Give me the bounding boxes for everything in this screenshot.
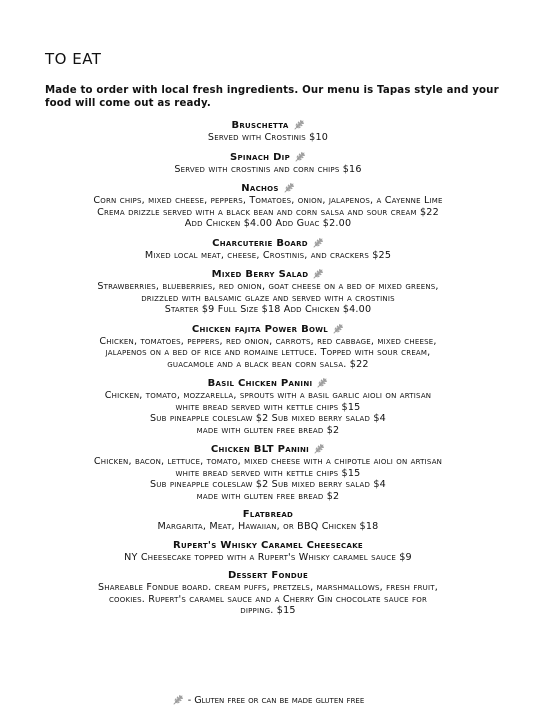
wheat-icon [312,236,324,248]
menu-item-description: made with gluten free bread $2 [196,490,340,502]
legend-text: - Gluten free or can be made gluten free [187,695,365,706]
menu-item-description: Crema drizzle served with a black bean and corn salsa and sour cream $22 [97,206,439,218]
menu-item-name [0,118,536,132]
menu-item-description: Served with Crostinis $10 [207,132,329,143]
page-title: TO EAT [45,50,102,68]
menu-item-description: Chicken, tomatoes, peppers, red onion, carrots, red cabbage, mixed cheese, [99,335,437,347]
menu-item-description: white bread served with kettle chips $15 [175,401,361,413]
menu-item-name-text: Chicken BLT Panini [210,444,310,455]
menu-item-description: Add Chicken $4.00 Add Guac $2.00 [184,218,352,229]
menu-items [0,118,536,623]
menu-item-name [0,539,536,552]
wheat-icon [313,442,325,454]
menu-item-description: Sub pineapple coleslaw $2 Sub mixed berry salad $4 [150,413,386,424]
menu-item-description: dipping. $15 [240,605,296,616]
menu-item-description: made with gluten free bread $2 [196,424,340,436]
menu-item-description: Served with crostinis and corn chips $16 [174,163,362,175]
menu-item-description: Chicken, tomato, mozzarella, sprouts with a basil garlic aioli on artisan [104,390,432,401]
menu-item-description: Sub pineapple coleslaw $2 Sub mixed berry salad $4 [150,479,386,490]
wheat-icon [312,267,324,279]
menu-item [0,181,536,230]
menu-item-name-text: Nachos [241,183,279,194]
menu-item-name-text: Rupert's Whisky Caramel Cheesecake [172,539,364,551]
intro-text: Made to order with local fresh ingredients. Our menu is Tapas style and your food will come out as ready. [45,85,499,109]
menu-item [0,267,536,316]
wheat-icon [293,118,305,130]
menu-item [0,118,536,144]
menu-item [0,569,536,617]
menu-item-name-text: Dessert Fondue [227,570,309,581]
menu-item-description: white bread served with kettle chips $15 [175,467,361,479]
menu-item-name [0,322,536,336]
wheat-icon [283,181,295,193]
menu-item-description: Shareable Fondue board. cream puffs, pretzels, marshmallows, fresh fruit, [98,582,438,593]
legend [0,693,536,706]
menu-item-name [0,508,536,521]
menu-item [0,150,536,176]
wheat-icon [294,150,306,162]
menu-item-name-text: Bruschetta [231,120,289,131]
wheat-icon [332,322,344,334]
menu-item-description: Margarita, Meat, Hawaiian, or BBQ Chicken $18 [157,521,379,532]
wheat-icon [316,376,328,388]
menu-item [0,539,536,564]
menu-item-description: drizzled with balsamic glaze and served with a crostinis [141,292,395,304]
menu-item-name [0,442,536,456]
menu-item-description: Starter $9 Full Size $18 Add Chicken $4.00 [164,304,372,315]
menu-item-name [0,376,536,390]
menu-item-name-text: Chicken fajita Power Bowl [191,323,329,335]
menu-item-name [0,150,536,164]
menu-item-description: cookies. Rupert's caramel sauce and a Cherry Gin chocolate sauce for [108,593,428,605]
menu-item-name [0,181,536,195]
menu-item [0,508,536,533]
menu-item-description: Strawberries, blueberries, red onion, goat cheese on a bed of mixed greens, [97,281,439,292]
menu-item [0,376,536,436]
menu-item-name-text: Mixed Berry Salad [211,269,309,280]
menu-item-description: Corn chips, mixed cheese, peppers, Tomatoes, onion, jalapenos, a Cayenne Lime [93,195,443,206]
menu-item-name-text: Flatbread [242,509,294,520]
menu-item-name-text: Basil Chicken Panini [207,378,313,389]
wheat-icon [172,693,184,705]
menu-item-description: guacamole and a black bean corn salsa. $22 [167,358,369,370]
menu-item-name-text: Spinach Dip [229,151,291,163]
menu-item-name [0,267,536,281]
menu-item [0,442,536,502]
menu-item [0,322,536,371]
menu-item-name-text: Charcuterie Board [212,237,308,249]
menu-item-description: Chicken, bacon, lettuce, tomato, mixed cheese with a chipotle aioli on artisan [93,456,443,467]
menu-item-name [0,569,536,582]
menu-item-description: Mixed local meat, cheese, Crostinis, and crackers $25 [144,249,392,261]
menu-item-description: jalapenos on a bed of rice and romaine lettuce. Topped with sour cream, [105,347,431,358]
menu-item-name [0,236,536,250]
menu-item-description: NY Cheesecake topped with a Rupert's Whisky caramel sauce $9 [124,551,412,563]
menu-item [0,236,536,262]
